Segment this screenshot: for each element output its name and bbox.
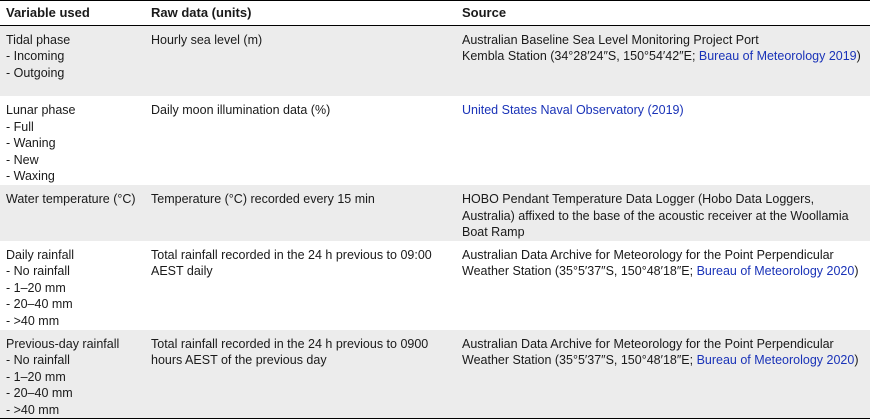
source-text: Australia) affixed to the base of the acoustic receiver at the Woollamia [462, 208, 849, 223]
source-cell [456, 241, 870, 330]
raw-data-text: hours AEST of the previous day [151, 353, 327, 367]
raw-data-text: Daily moon illumination data (%) [151, 103, 331, 117]
raw-data-text: Temperature (°C) recorded every 15 min [151, 192, 375, 206]
source-cell [456, 185, 870, 241]
source-text: Australian Data Archive for Meteorology for the Point Perpendicular [462, 247, 834, 262]
raw-data-cell [145, 241, 456, 330]
variable-option: - New [6, 152, 39, 167]
raw-data-cell [145, 25, 456, 96]
citation-link[interactable]: Bureau of Meteorology 2019 [698, 49, 857, 63]
variable-option: - 1–20 mm [6, 369, 66, 384]
table-row-tidal-phase [0, 25, 870, 96]
raw-data-cell [145, 96, 456, 185]
variable-cell [0, 241, 145, 330]
citation-link[interactable]: Bureau of Meteorology 2020 [696, 264, 855, 278]
variable-option: - Full [6, 119, 34, 134]
source-text: Weather Station (35°5′37″S, 150°48′18″E; Bureau of Meteorology 2020) [462, 264, 859, 278]
source-cell [456, 330, 870, 419]
source-text: Australian Data Archive for Meteorology for the Point Perpendicular [462, 336, 834, 351]
variable-option: - Waxing [6, 169, 55, 183]
raw-data-text: Total rainfall recorded in the 24 h previous to 09:00 [151, 247, 432, 262]
header-row [0, 1, 870, 26]
raw-data-cell [145, 185, 456, 241]
source-text: HOBO Pendant Temperature Data Logger (Hobo Data Loggers, [462, 192, 815, 206]
variable-cell [0, 330, 145, 419]
variable-label: Tidal phase [6, 32, 71, 47]
variable-cell [0, 185, 145, 241]
variable-label: Water temperature (°C) [6, 192, 136, 206]
source-cell [456, 25, 870, 96]
variable-label: Previous-day rainfall [6, 336, 120, 351]
variable-option: - 20–40 mm [6, 386, 73, 400]
variable-label: Daily rainfall [6, 247, 75, 262]
variable-cell [0, 25, 145, 96]
raw-data-cell [145, 330, 456, 419]
variable-option: - Outgoing [6, 65, 65, 80]
table-row-previous-day-rainfall [0, 330, 870, 419]
raw-data-text: AEST daily [151, 264, 213, 278]
table-row-lunar-phase [0, 96, 870, 185]
source-text: Kembla Station (34°28′24″S, 150°54′42″E; Bureau of Meteorology 2019) [462, 49, 861, 63]
table-row-daily-rainfall [0, 241, 870, 330]
source-cell [456, 96, 870, 185]
source-text: Weather Station (35°5′37″S, 150°48′18″E; Bureau of Meteorology 2020) [462, 353, 859, 367]
variable-option: - No rainfall [6, 353, 70, 367]
citation-link[interactable]: Bureau of Meteorology 2020 [696, 353, 855, 367]
raw-data-text: Hourly sea level (m) [151, 32, 263, 47]
variable-option: - >40 mm [6, 402, 60, 417]
table-header [0, 1, 870, 26]
source-text: Boat Ramp [462, 225, 525, 239]
header-raw-data: Raw data (units) [145, 1, 456, 26]
source-text: Australian Baseline Sea Level Monitoring Project Port [462, 32, 759, 47]
variable-label: Lunar phase [6, 103, 76, 117]
header-variable-used: Variable used [0, 1, 145, 26]
header-source: Source [456, 1, 870, 26]
variable-option: - Waning [6, 136, 56, 150]
raw-data-text: Total rainfall recorded in the 24 h previous to 0900 [151, 336, 429, 351]
variable-cell [0, 96, 145, 185]
variable-option: - Incoming [6, 49, 65, 63]
variable-option: - 1–20 mm [6, 280, 66, 295]
variable-option: - No rainfall [6, 264, 70, 278]
variable-option: - >40 mm [6, 313, 60, 328]
table-row-water-temperature [0, 185, 870, 241]
variable-option: - 20–40 mm [6, 297, 73, 311]
citation-link[interactable]: United States Naval Observatory (2019) [462, 103, 684, 117]
